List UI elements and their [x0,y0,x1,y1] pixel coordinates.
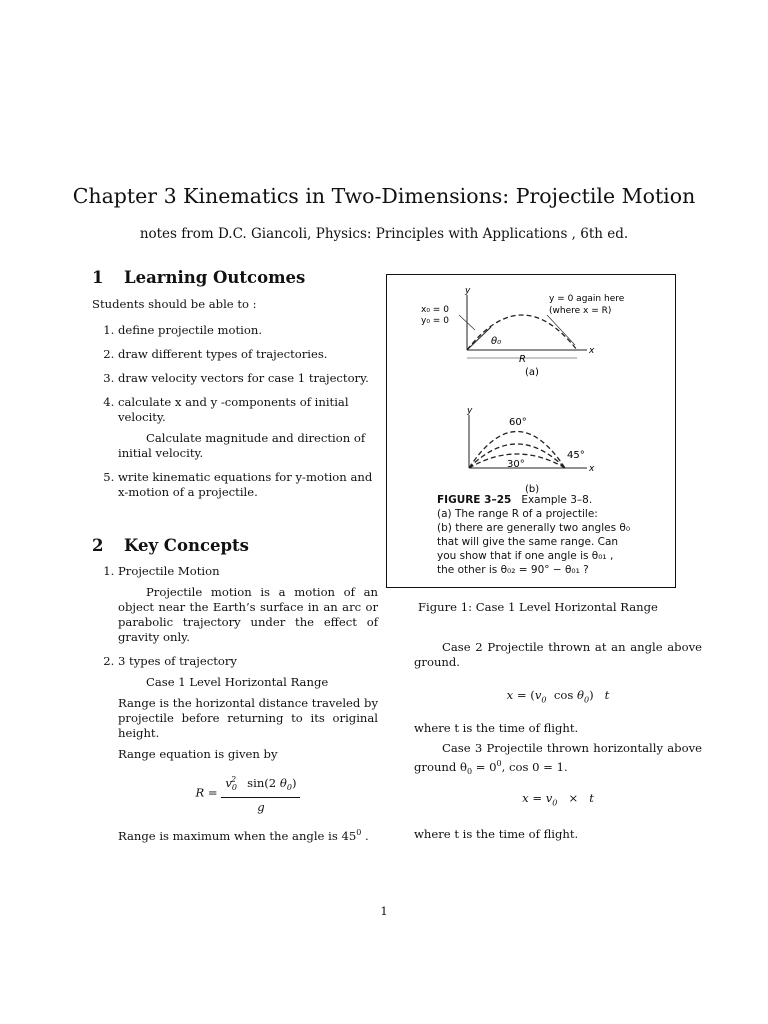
flight-note-2: where t is the time of flight. [414,826,579,841]
list-item: 2. draw different types of trajectories. [118,347,378,362]
panel-a-label: (a) [525,367,539,378]
list-item: 4. calculate x and y -components of initial velocity. Calculate magnitude and direction of initial velocity. [118,395,378,461]
section-heading-learning: 1 Learning Outcomes [92,268,306,287]
page-subtitle: notes from D.C. Giancoli, Physics: Principles with Applications , 6th ed. [139,226,629,242]
figure-description: FIGURE 3–25 Example 3–8. (a) The range R of a projectile: (b) there are generally two angles θ₀ that will give the same range. Can you show that if one angle is θ₀₁ , the other is θ₀₂ = 90° − θ₀₁ ? [437,494,631,576]
list-item: 2. 3 types of trajectory Case 1 Level Horizontal Range Range is the horizontal distance traveled by projectile before returning to its original height. Range equation is given by R = $\frac{v_0^2 \sin(2 \theta_0)}{g}$ Range is maximum when the angle is $45^0$ . [118,654,378,844]
left-column [92,270,378,853]
case3-equation: $x = v_0$ × t [522,791,594,808]
section-heading-concepts: 2 Key Concepts [92,536,249,555]
note-label-2: (where x = R) [549,306,612,316]
right-text [414,640,702,842]
list-item: 5. write kinematic equations for y-motion and x-motion of a projectile. [118,470,378,500]
case2-text: Case 2 Projectile thrown at an angle above ground. [414,640,702,669]
list-item: 1. define projectile motion. [118,323,378,338]
angle-45-label: 45° [567,450,585,461]
panel-b-label: (b) [525,484,540,495]
figure-caption: Figure 1: Case 1 Level Horizontal Range [418,600,658,614]
axis-y-label: y [465,286,471,296]
figure-3-25 [386,274,676,588]
list-item-extra: Calculate magnitude and direction of initial velocity. [118,431,366,460]
list-item: 1. Projectile Motion Projectile motion is a motion of an object near the Earth’s surface in an arc or parabolic trajectory under the effect of gravity only. [118,564,378,645]
range-label: R [519,354,526,365]
flight-note-1: where t is the time of flight. [414,721,579,736]
page-title: Chapter 3 Kinematics in Two-Dimensions: Projectile Motion [72,184,696,208]
learning-list [92,323,378,500]
note-label: y = 0 again here [549,294,625,304]
axis-y-label-b: y [467,406,473,416]
range-max-note: Range is maximum when the angle is $45^0$ . [118,828,369,844]
axis-x-label-b: x [589,464,595,474]
angle-30-label: 30° [507,459,525,470]
page-number: 1 [380,904,388,918]
range-equation: R = $\frac{v_0^2 \sin(2 \theta_0)}{g}$ [118,772,378,815]
learning-intro: Students should be able to : [92,297,257,311]
range-definition: Range is the horizontal distance traveled by projectile before returning to its original height. [118,696,378,740]
y0-label: y₀ = 0 [421,316,449,326]
projectile-definition: Projectile motion is a motion of an object near the Earth’s surface in an arc or parabolic trajectory under the effect of gravity only. [118,585,378,644]
range-eq-intro: Range equation is given by [118,747,278,761]
angle-60-label: 60° [509,417,527,428]
x0-label: x₀ = 0 [421,305,449,315]
list-item: 3. draw velocity vectors for case 1 trajectory. [118,371,378,386]
case1-heading: Case 1 Level Horizontal Range [146,675,329,689]
axis-x-label: x [589,346,595,356]
concepts-list [92,564,378,844]
case3-text: Case 3 Projectile thrown horizontally above ground $\theta_0 = 0^0$, cos 0 = 1. [414,741,702,777]
theta-label: θ₀ [491,336,502,347]
case2-equation: $x = (v_0$ $\cos \theta_0$) t [506,688,610,705]
